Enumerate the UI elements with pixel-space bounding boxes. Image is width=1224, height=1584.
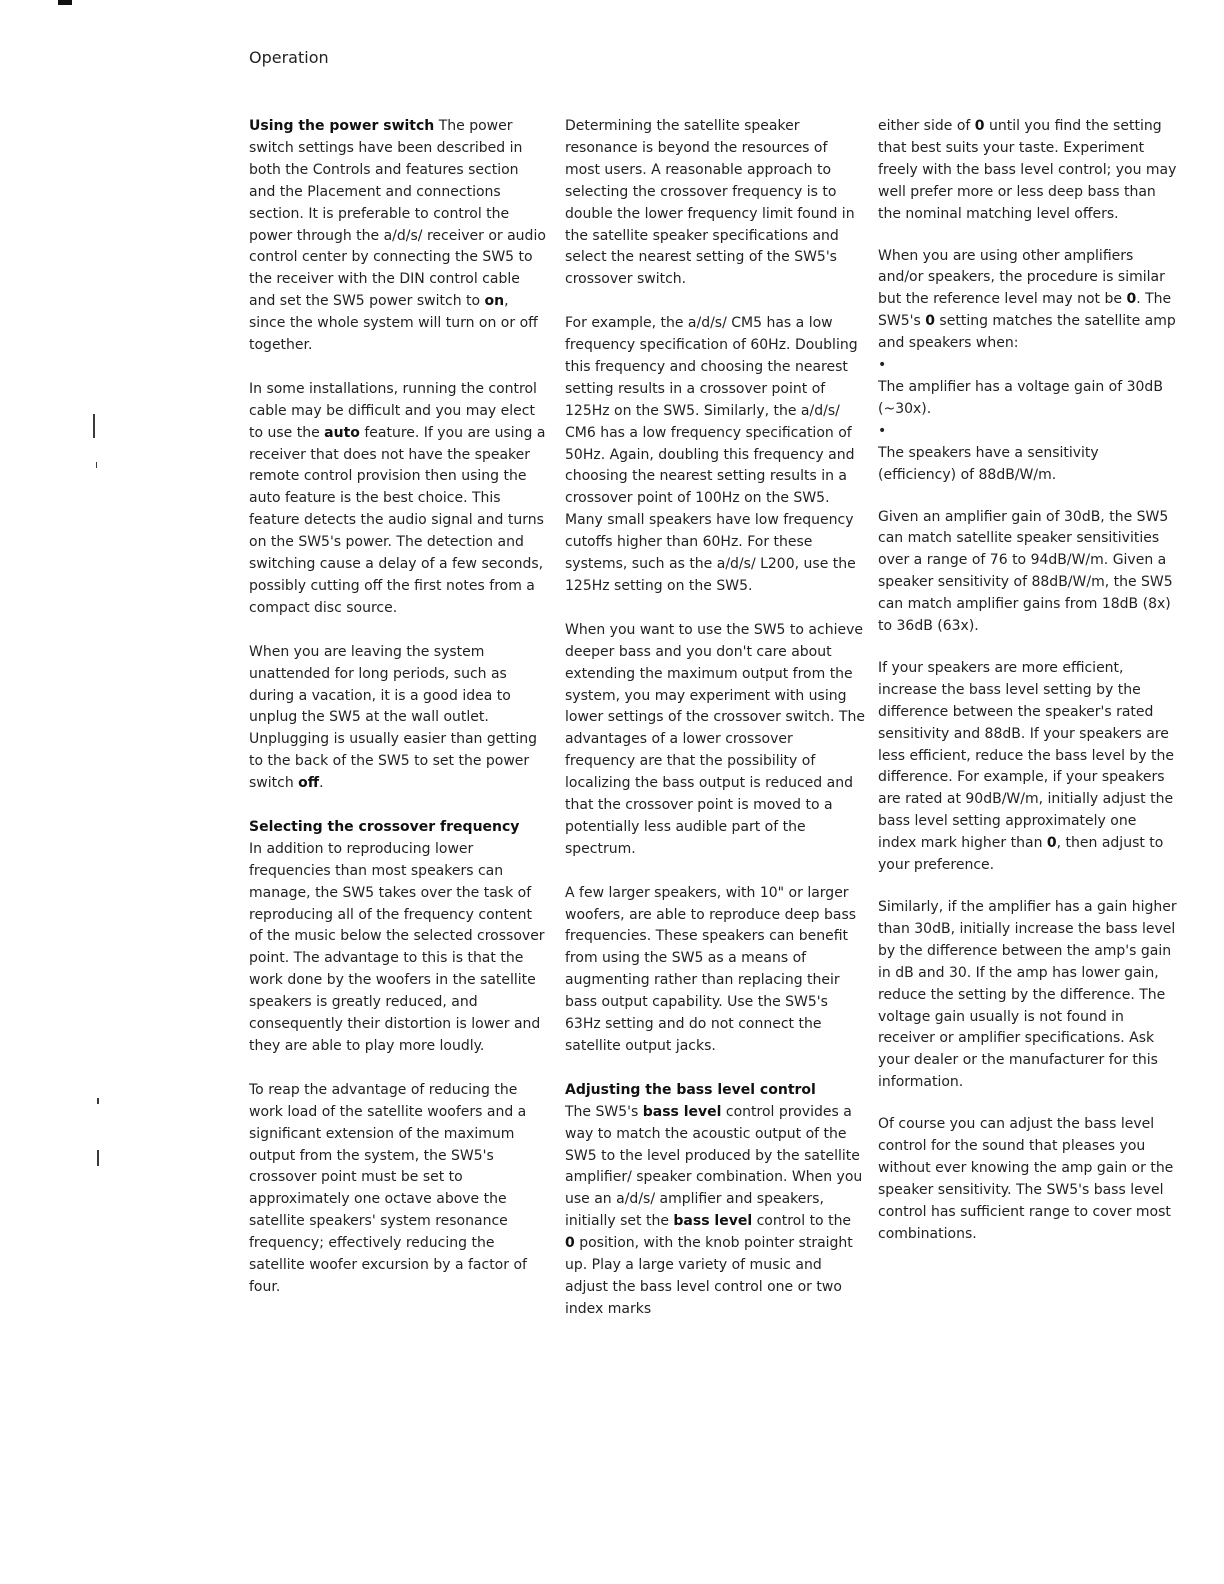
paragraph-bass-level: Adjusting the bass level control The SW5's bass level control provides a way to match the acoustic output of the SW5 to the level produced by the satellite amplifier/ speaker combination. When you use an a/d/s/ amplifier and speakers, initially set the bass level control to the 0 position, with the knob pointer straight up. Play a large variety of music and adjust the bass level control one or two index marks <box>565 1080 865 1321</box>
bullet-marker: • <box>878 422 887 439</box>
paragraph-larger-speakers: A few larger speakers, with 10" or larger woofers, are able to reproduce deep bass frequencies. These speakers can benefit from using the SW5 as a means of augmenting rather than replacing their bass output capability. Use the SW5's 63Hz setting and do not connect the satellite output jacks. <box>565 884 857 1055</box>
scan-artifact <box>97 1098 99 1104</box>
scan-corner-mark <box>58 0 72 5</box>
column-3 <box>878 116 1178 1266</box>
bullet-item: The speakers have a sensitivity (efficiency) of 88dB/W/m. <box>878 444 1099 483</box>
section-heading-bass-level: Adjusting the bass level control <box>565 1081 816 1098</box>
page-title: Operation <box>249 48 329 67</box>
paragraph-example: For example, the a/d/s/ CM5 has a low frequency specification of 60Hz. Doubling this frequency and choosing the nearest setting results in a crossover point of 125Hz on the SW5. Similarly, the a/d/s/ CM6 has a low frequency specification of 50Hz. Again, doubling this frequency and choosing the nearest setting results in a crossover point of 100Hz on the SW5. Many small speakers have low frequency cutoffs higher than 60Hz. For these systems, such as the a/d/s/ L200, use the 125Hz setting on the SW5. <box>565 315 858 595</box>
section-heading-crossover: Selecting the crossover frequency <box>249 818 520 835</box>
paragraph-auto-feature: In some installations, running the control cable may be difficult and you may elect to use the auto feature. If you are using a receiver that does not have the speaker remote control provision then using the auto feature is the best choice. This feature detects the audio signal and turns on the SW5's power. The detection and switching cause a delay of a few seconds, possibly cutting off the first notes from a compact disc source. <box>249 380 546 616</box>
section-heading-power-switch: Using the power switch <box>249 118 435 134</box>
column-2 <box>565 116 865 1343</box>
paragraph-reap-advantage: To reap the advantage of reducing the work load of the satellite woofers and a significant extension of the maximum output from the system, the SW5's crossover point must be set to approximately one octave above the satellite speakers' system resonance frequency; effectively reducing the satellite woofer excursion by a factor of four. <box>249 1081 527 1295</box>
paragraph-of-course: Of course you can adjust the bass level control for the sound that pleases you without ever knowing the amp gain or the speaker sensitivity. The SW5's bass level control has sufficient range to cover most combinations. <box>878 1116 1174 1242</box>
scan-artifact <box>93 414 95 438</box>
bullet-item: The amplifier has a voltage gain of 30dB (~30x). <box>878 378 1163 417</box>
paragraph-unplug: When you are leaving the system unattended for long periods, such as during a vacation, it is a good idea to unplug the SW5 at the wall outlet. Unplugging is usually easier than getting to the back of the SW5 to set the power switch off. <box>249 643 537 792</box>
paragraph-deeper-bass: When you want to use the SW5 to achieve deeper bass and you don't care about extending the maximum output from the system, you may experiment with using lower settings of the crossover switch. The advantages of a lower crossover frequency are that the possibility of localizing the bass output is reduced and that the crossover point is moved to a potentially less audible part of the spectrum. <box>565 621 865 857</box>
paragraph-either-side: either side of 0 until you find the setting that best suits your taste. Experiment freely with the bass level control; you may well prefer more or less deep bass than the nominal matching level offers. <box>878 118 1177 222</box>
scan-artifact <box>97 1150 99 1166</box>
paragraph-determining: Determining the satellite speaker resonance is beyond the resources of most users. A reasonable approach to selecting the crossover frequency is to double the lower frequency limit found in the satellite speaker specifications and select the nearest setting of the SW5's crossover switch. <box>565 118 855 288</box>
paragraph-crossover-intro: Selecting the crossover frequency In addition to reproducing lower frequencies than most speakers can manage, the SW5 takes over the task of reproducing all of the frequency content of the music below the selected crossover point. The advantage to this is that the work done by the woofers in the satellite speakers is greatly reduced, and consequently their distortion is lower and they are able to play more loudly. <box>249 817 549 1058</box>
column-1 <box>249 116 549 1321</box>
bullet-list <box>878 355 1178 486</box>
paragraph-given-gain: Given an amplifier gain of 30dB, the SW5 can match satellite speaker sensitivities over a range of 76 to 94dB/W/m. Given a speaker sensitivity of 88dB/W/m, the SW5 can match amplifier gains from 18dB (8x) to 36dB (63x). <box>878 508 1173 635</box>
paragraph-other-amplifiers: When you are using other amplifiers and/or speakers, the procedure is similar but the reference level may not be 0. The SW5's 0 setting matches the satellite amp and speakers when: <box>878 247 1176 352</box>
paragraph-similarly-gain: Similarly, if the amplifier has a gain higher than 30dB, initially increase the bass level by the difference between the amp's gain in dB and 30. If the amp has lower gain, reduce the setting by the difference. The voltage gain usually is not found in receiver or amplifier specifications. Ask your dealer or the manufacturer for this information. <box>878 899 1177 1091</box>
paragraph-more-efficient: If your speakers are more efficient, increase the bass level setting by the difference between the speaker's rated sensitivity and 88dB. If your speakers are less efficient, reduce the bass level by the difference. For example, if your speakers are rated at 90dB/W/m, initially adjust the bass level setting approximately one index mark higher than 0, then adjust to your preference. <box>878 659 1175 874</box>
scan-artifact <box>96 462 97 468</box>
paragraph-power-switch: Using the power switch The power switch settings have been described in both the Controls and features section and the Placement and connections section. It is preferable to control the power through the a/d/s/ receiver or audio control center by connecting the SW5 to the receiver with the DIN control cable and set the SW5 power switch to on, since the whole system will turn on or off together. <box>249 118 546 354</box>
bullet-marker: • <box>878 357 887 374</box>
